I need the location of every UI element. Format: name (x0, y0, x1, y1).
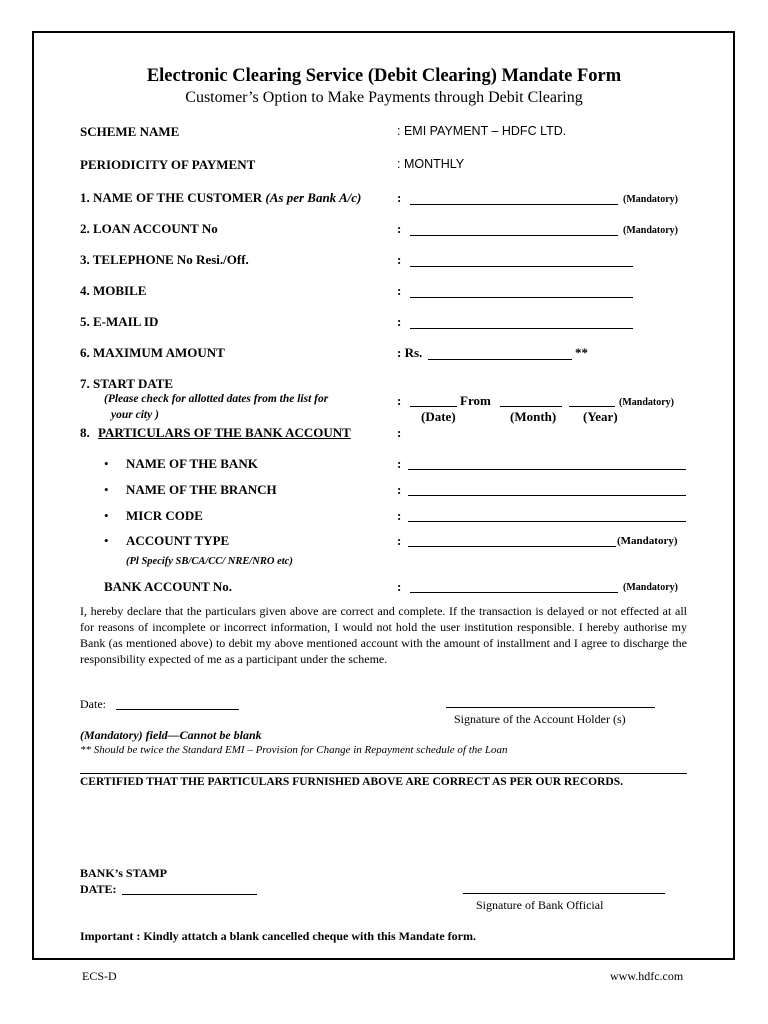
form-title: Electronic Clearing Service (Debit Clearing) Mandate Form (146, 66, 622, 86)
account-type-field[interactable] (408, 546, 616, 547)
start-date-colon: : (397, 393, 402, 408)
account-type-label: ACCOUNT TYPE (126, 533, 230, 548)
telephone-label: 3. TELEPHONE No Resi./Off. (80, 252, 249, 267)
declaration-date-label: Date: (80, 697, 106, 711)
micr-code-colon: : (397, 508, 402, 523)
account-type-note: (Pl Specify SB/CA/CC/ NRE/NRO etc) (126, 556, 293, 567)
customer-name-colon: : (397, 190, 402, 205)
telephone-field[interactable] (410, 266, 633, 267)
email-label: 5. E-MAIL ID (80, 314, 159, 329)
bank-account-no-field[interactable] (410, 592, 618, 593)
start-date-day-field[interactable] (410, 406, 457, 407)
bank-account-no-colon: : (397, 579, 402, 594)
holder-signature-line[interactable] (446, 707, 655, 708)
max-amount-field[interactable] (428, 359, 572, 360)
max-amount-suffix: ** (575, 345, 588, 360)
scheme-name-label: SCHEME NAME (80, 124, 180, 139)
bank-particulars-heading: PARTICULARS OF THE BANK ACCOUNT (98, 425, 351, 440)
mobile-label: 4. MOBILE (80, 283, 147, 298)
max-amount-label: 6. MAXIMUM AMOUNT (80, 345, 225, 360)
start-date-note-2: your city ) (111, 409, 159, 421)
start-date-note-1: (Please check for allotted dates from the list for (104, 393, 329, 405)
customer-name-field[interactable] (410, 204, 618, 205)
bank-particulars-number: 8. (80, 425, 90, 440)
bullet-icon: • (104, 508, 109, 523)
bank-account-no-mandatory: (Mandatory) (623, 582, 678, 593)
start-date-year-field[interactable] (569, 406, 615, 407)
periodicity-value: : MONTHLY (397, 157, 465, 171)
max-amount-prefix: : Rs. (397, 345, 423, 360)
bank-date-field[interactable] (122, 894, 257, 895)
bank-stamp-label: BANK’s STAMP (80, 866, 167, 880)
loan-account-mandatory: (Mandatory) (623, 225, 678, 236)
micr-code-label: MICR CODE (126, 508, 203, 523)
bullet-icon: • (104, 456, 109, 471)
mandatory-field-note (80, 728, 262, 743)
certified-statement: CERTIFIED THAT THE PARTICULARS FURNISHED ABOVE ARE CORRECT AS PER OUR RECORDS. (80, 776, 623, 788)
telephone-colon: : (397, 252, 402, 267)
periodicity-label: PERIODICITY OF PAYMENT (80, 157, 256, 172)
start-date-month-caption: (Month) (510, 409, 557, 424)
branch-name-field[interactable] (408, 495, 686, 496)
loan-account-colon: : (397, 221, 402, 236)
important-note: Important : Kindly attatch a blank cancelled cheque with this Mandate form. (80, 929, 476, 943)
official-signature-line[interactable] (463, 893, 665, 894)
official-signature-caption: Signature of Bank Official (476, 898, 604, 912)
branch-name-colon: : (397, 482, 402, 497)
scheme-name-value: : EMI PAYMENT – HDFC LTD. (397, 124, 567, 138)
customer-name-label (80, 190, 361, 206)
declaration-text: I, hereby declare that the particulars given above are correct and complete. If the transaction is delayed or not effected at all for reasons of incomplete or incorrect information, I would not hold the user institution responsible. I hereby authorise my Bank (as mentioned above) to debit my above mentioned account with the amount of installment and I agree to discharge the responsibility expected of me as a participant under the scheme. (80, 604, 687, 666)
customer-name-note: (As per Bank A/c) (265, 190, 362, 205)
start-date-mandatory: (Mandatory) (619, 397, 674, 408)
start-date-label: 7. START DATE (80, 376, 174, 391)
footer-website: www.hdfc.com (610, 969, 684, 983)
bank-name-colon: : (397, 456, 402, 471)
holder-signature-caption: Signature of the Account Holder (s) (454, 712, 626, 726)
bullet-icon: • (104, 533, 109, 548)
account-type-mandatory: (Mandatory) (617, 535, 678, 547)
mandatory-note-italic: (Mandatory) field (80, 728, 168, 742)
email-field[interactable] (410, 328, 633, 329)
mobile-field[interactable] (410, 297, 633, 298)
mobile-colon: : (397, 283, 402, 298)
start-date-from: From (460, 393, 491, 408)
branch-name-label: NAME OF THE BRANCH (126, 482, 277, 497)
bank-name-field[interactable] (408, 469, 686, 470)
certified-top-rule (80, 773, 687, 774)
footer-form-code: ECS-D (82, 969, 117, 983)
customer-name-label-text: 1. NAME OF THE CUSTOMER (80, 190, 263, 205)
bank-particulars-colon: : (397, 425, 402, 440)
form-subtitle: Customer’s Option to Make Payments through Debit Clearing (185, 89, 583, 106)
bank-account-no-label: BANK ACCOUNT No. (104, 579, 232, 594)
micr-code-field[interactable] (408, 521, 686, 522)
account-type-colon: : (397, 533, 402, 548)
loan-account-label: 2. LOAN ACCOUNT No (80, 221, 218, 236)
mandatory-note-bold: —Cannot be blank (167, 728, 262, 742)
loan-account-field[interactable] (410, 235, 618, 236)
bank-name-label: NAME OF THE BANK (126, 456, 258, 471)
emi-note: ** Should be twice the Standard EMI – Provision for Change in Repayment schedule of the Loan (80, 744, 508, 756)
start-date-month-field[interactable] (500, 406, 562, 407)
email-colon: : (397, 314, 402, 329)
bullet-icon: • (104, 482, 109, 497)
customer-name-mandatory: (Mandatory) (623, 194, 678, 205)
start-date-date-caption: (Date) (421, 409, 456, 424)
declaration-date-field[interactable] (116, 709, 239, 710)
start-date-year-caption: (Year) (583, 409, 618, 424)
bank-date-label: DATE: (80, 882, 117, 896)
